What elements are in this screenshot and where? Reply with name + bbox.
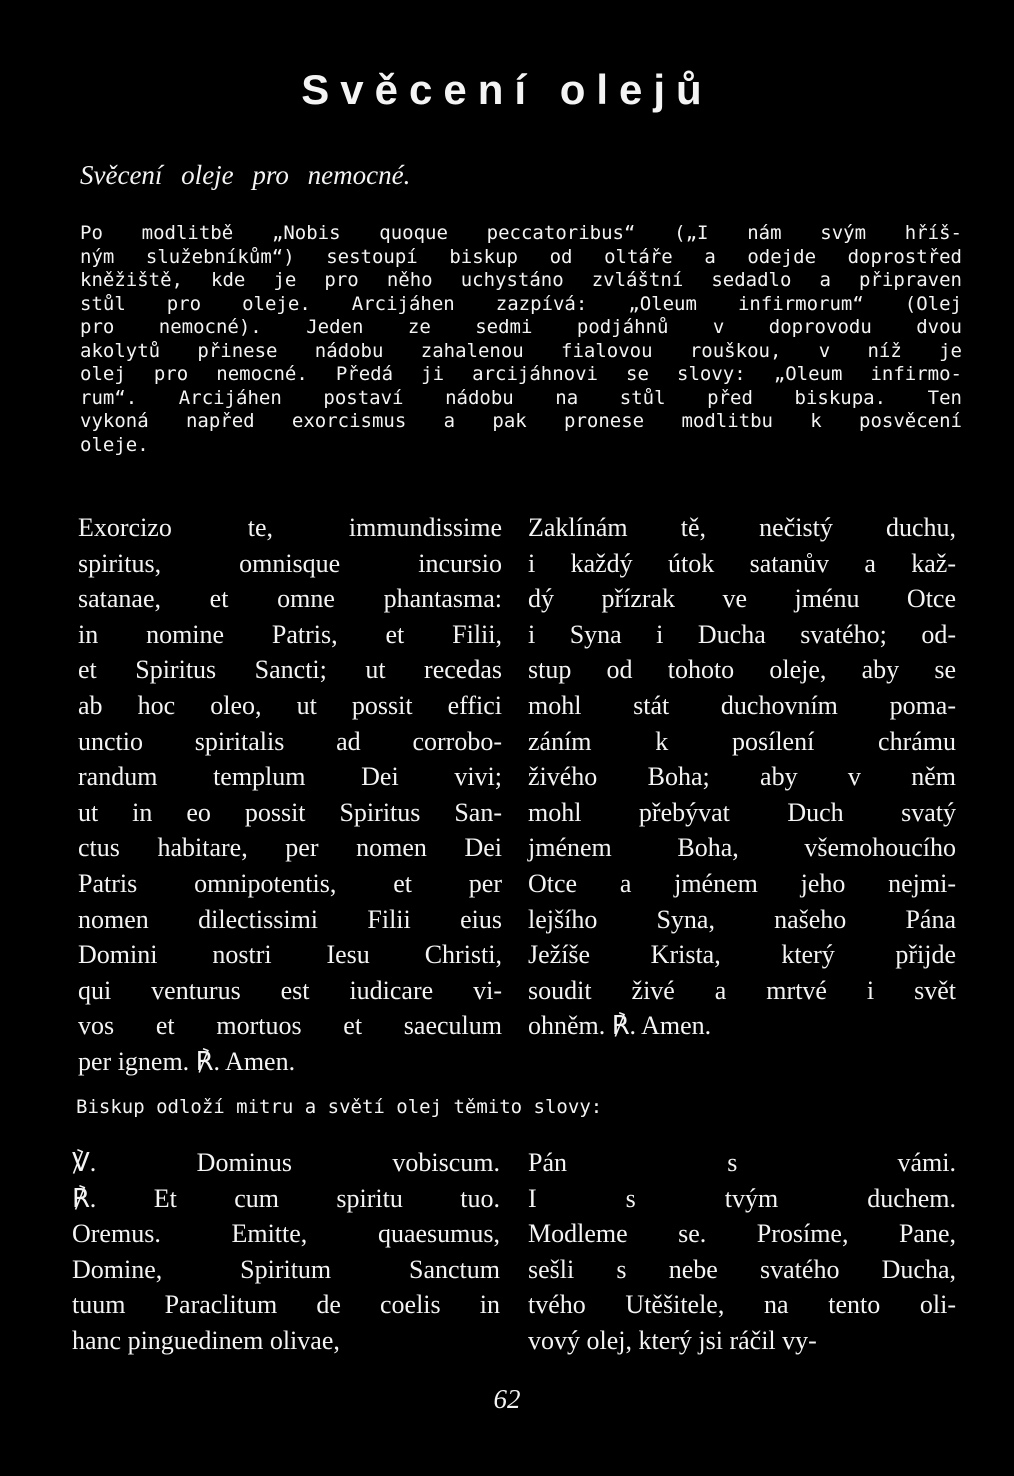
text-line: i Syna i Ducha svatého; od- [528,619,956,649]
czech-prayer-column [528,1145,956,1359]
page-number: 62 [493,1384,521,1414]
text-line: randum templum Dei vivi; [78,762,502,792]
page-title: Svěcení olejů [301,66,713,113]
text-line: unctio spiritalis ad corrobo- [78,726,502,756]
text-line: I s tvým duchem. [528,1183,956,1213]
text-line: ným služebníkům“) sestoupí biskup od oltáře a odejde doprostřed [80,245,962,268]
latin-exorcism-column [78,510,502,1080]
text-line: pro nemocné). Jeden ze sedmi podjáhnů v doprovodu dvou [80,316,962,338]
text-line: Exorcizo te, immundissime [78,513,502,542]
czech-exorcism-column [528,510,956,1044]
text-line: tvého Utěšitele, na tento oli- [528,1290,956,1320]
text-line: Modleme se. Prosíme, Pane, [528,1219,956,1249]
text-line: oleje. [80,433,149,456]
text-line: záním k posílení chrámu [528,726,956,756]
text-line: ut in eo possit Spiritus San- [78,797,502,827]
text-line: ctus habitare, per nomen Dei [78,833,502,863]
text-line: vos et mortuos et saeculum [78,1011,502,1041]
text-line: akolytů přinese nádobu zahalenou fialovou rouškou, v níž je [80,339,962,362]
text-line: živého Boha; aby v něm [528,762,956,792]
text-line: mohl přebývat Duch svatý [528,797,956,827]
mitre-rubric: Biskup odloží mitru a světí olej těmito slovy: [76,1096,603,1118]
text-line: nomen dilectissimi Filii eius [78,904,502,934]
text-line: Po modlitbě „Nobis quoque peccatoribus“ („I nám svým hříš- [80,222,962,244]
text-line: satanae, et omne phantasma: [78,584,502,614]
text-line: jménem Boha, všemohoucího [528,833,956,863]
text-line: vový olej, který jsi ráčil vy- [528,1325,817,1355]
text-line: lejšího Syna, našeho Pána [528,904,956,934]
text-line: ℣. Dominus vobiscum. [72,1148,500,1177]
text-line: tuum Paraclitum de coelis in [72,1290,500,1320]
text-line: Zaklínám tě, nečistý duchu, [528,513,956,542]
text-line: kněžiště, kde je pro něho uchystáno zvláštní sedadlo a připraven [80,269,962,291]
text-line: vykoná napřed exorcismus a pak pronese modlitbu k posvěcení [80,410,962,432]
text-line: qui venturus est iudicare vi- [78,975,502,1005]
text-line: in nomine Patris, et Filii, [78,619,502,649]
text-line: olej pro nemocné. Předá ji arcijáhnovi se slovy: „Oleum infirmo- [80,363,962,385]
text-line: ab hoc oleo, ut possit effici [78,690,502,720]
section-subtitle: Svěcení oleje pro nemocné. [80,160,411,190]
text-line: Oremus. Emitte, quaesumus, [72,1219,500,1249]
text-line: mohl stát duchovním poma- [528,690,956,720]
text-line: ℟. Et cum spiritu tuo. [72,1183,500,1213]
text-line: Patris omnipotentis, et per [78,868,502,898]
text-line: stup od tohoto oleje, aby se [528,655,956,685]
text-line: stůl pro oleje. Arcijáhen zazpívá: „Oleum infirmorum“ (Olej [80,292,962,315]
text-line: dý přízrak ve jménu Otce [528,584,956,614]
text-line: ohněm. ℟. Amen. [528,1011,712,1041]
latin-prayer-column [72,1145,500,1359]
text-line: i každý útok satanův a kaž- [528,548,956,578]
text-line: per ignem. ℟. Amen. [78,1046,296,1076]
text-line: spiritus, omnisque incursio [78,548,502,578]
text-line: Domine, Spiritum Sanctum [72,1254,500,1284]
text-line: Domini nostri Iesu Christi, [78,940,502,970]
intro-rubric [80,222,962,457]
text-line: Otce a jménem jeho nejmi- [528,868,956,898]
text-line: soudit živé a mrtvé i svět [528,975,956,1005]
text-line: hanc pinguedinem olivae, [72,1325,340,1355]
text-line: Pán s vámi. [528,1148,956,1177]
text-line: rum“. Arcijáhen postaví nádobu na stůl před biskupa. Ten [80,386,962,409]
text-line: et Spiritus Sancti; ut recedas [78,655,502,685]
text-line: Ježíše Krista, který přijde [528,940,956,970]
text-line: sešli s nebe svatého Ducha, [528,1254,956,1284]
